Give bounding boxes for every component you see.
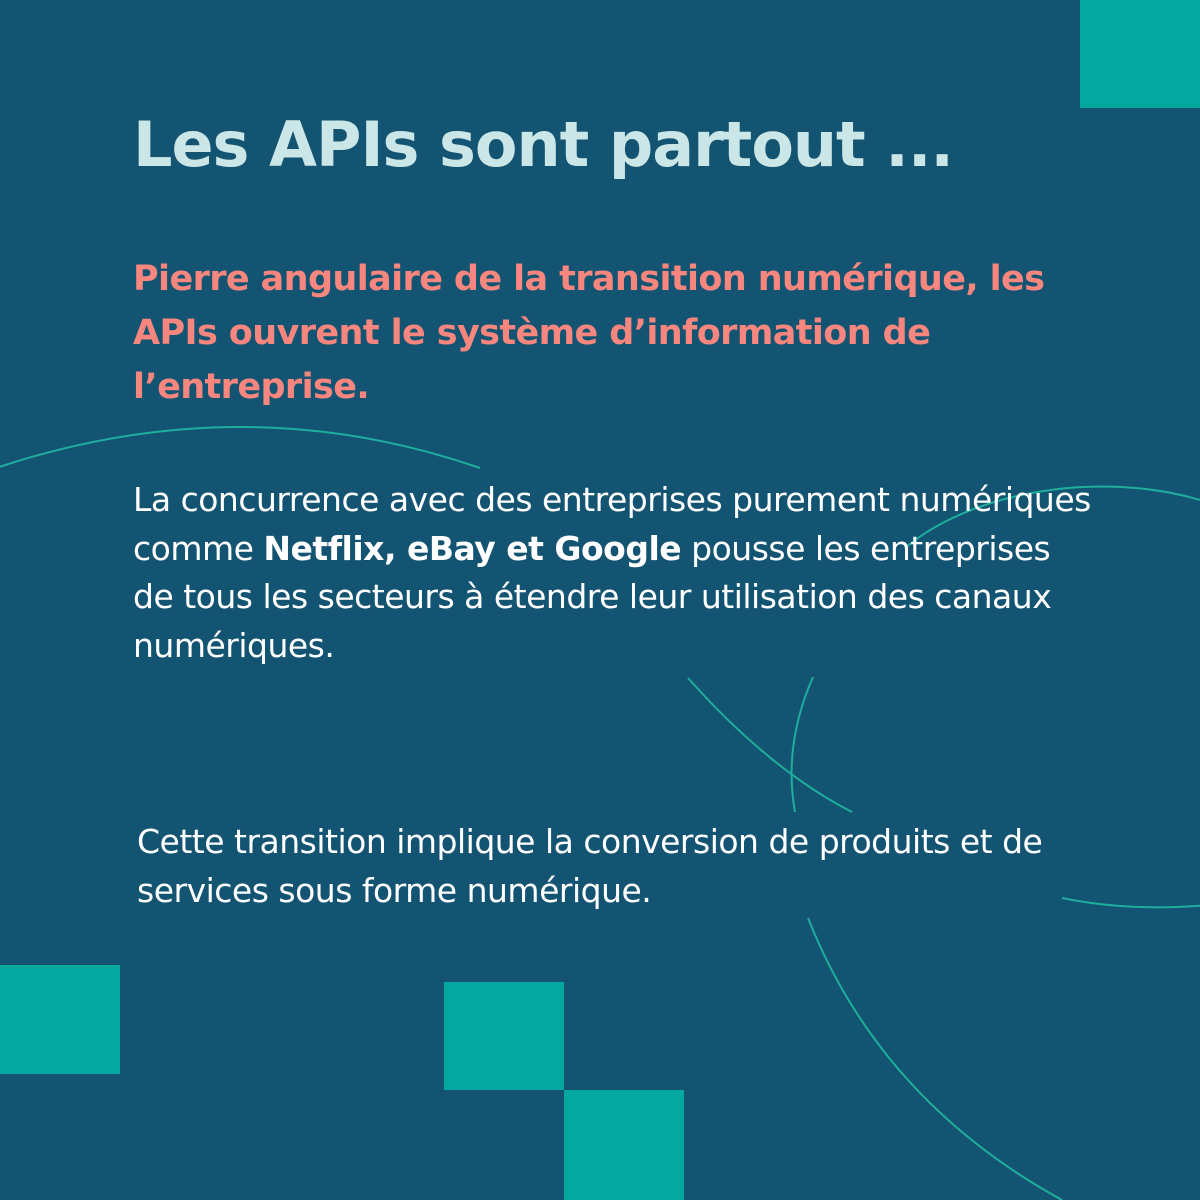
accent-square-bottom-center-lower — [564, 1090, 684, 1200]
accent-square-top-right — [1080, 0, 1200, 108]
paragraph-1-text-start: La concurrence avec des entreprises purement numériques comme — [133, 480, 1091, 568]
accent-square-bottom-center — [444, 982, 564, 1090]
paragraph-transition: Cette transition implique la conversion de produits et de services sous forme numérique. — [137, 822, 1043, 910]
subtitle: Pierre angulaire de la transition numérique, les APIs ouvrent le système d’information de l’entreprise. — [133, 259, 1045, 407]
arc-vertical — [792, 677, 813, 812]
arc-bottom — [808, 918, 1062, 1200]
paragraph-1-companies: Netflix, eBay et Google — [263, 528, 682, 568]
paragraph-competition — [133, 476, 1093, 670]
page-title: Les APIs sont partout ... — [133, 108, 953, 181]
arc-left — [0, 427, 480, 470]
accent-square-bottom-left — [0, 965, 120, 1074]
arc-diagonal — [688, 678, 852, 812]
paragraph-1-text-end: pousse les entreprises de tous les secteurs à étendre leur utilisation des canaux numériques. — [133, 528, 1052, 665]
